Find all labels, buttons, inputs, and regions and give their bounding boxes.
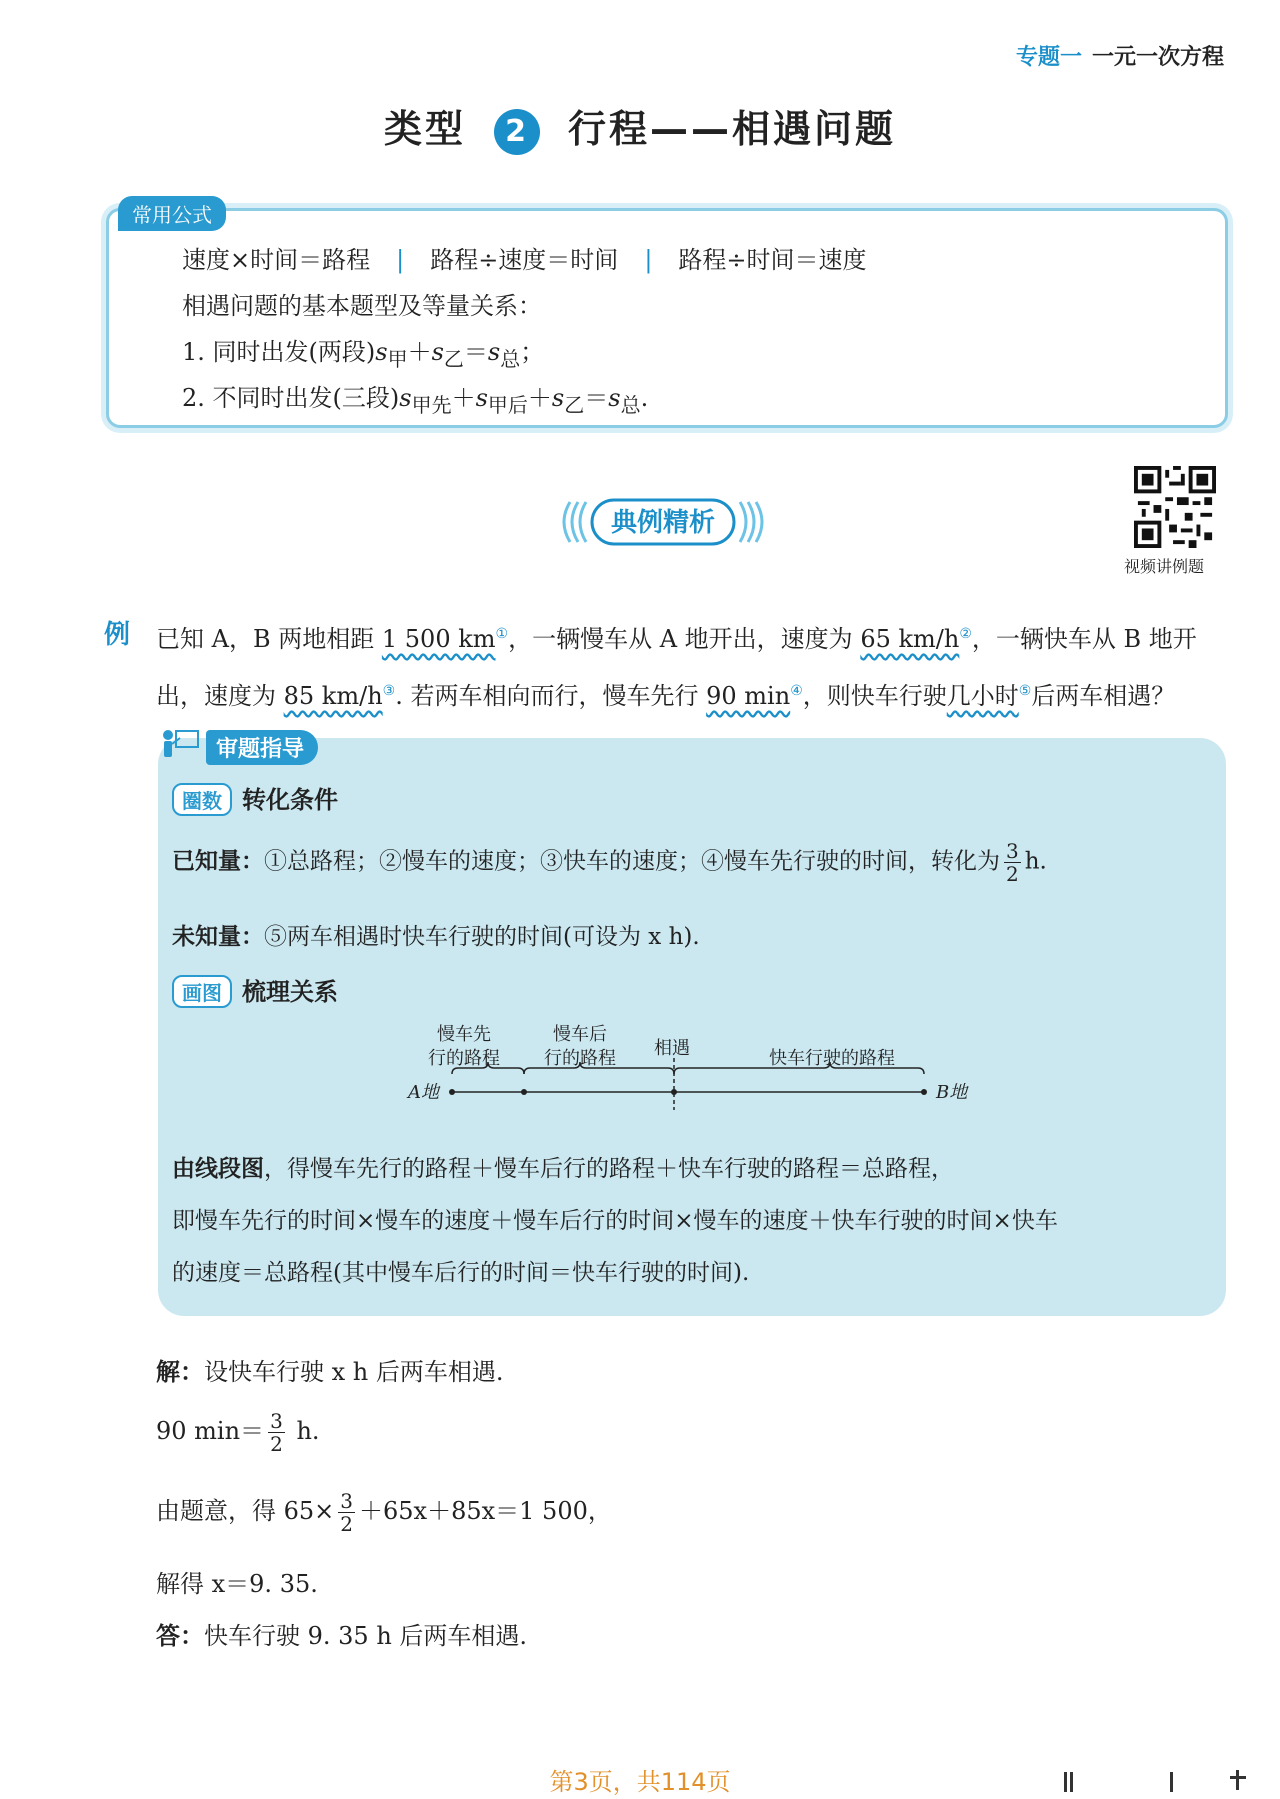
condition-5: 几小时 [946,682,1019,710]
banner-text: 典例精析 [610,508,716,538]
condition-1: 1 500 km [381,625,496,653]
formula-case-1 [182,332,544,372]
point-a-label: A地 [408,1082,439,1103]
seg2-label-line1: 慢车后 [553,1024,607,1045]
reasoning-line-2: 即慢车先行的时间×慢车的速度＋慢车后行的时间×慢车的速度＋快车行驶的时间×快车 [172,1208,1058,1234]
deco-arcs-left [564,502,586,542]
draw-pill: 画图 [172,975,232,1008]
solution-line-3: 由题意，得 65× $\frac{3}{2}$ ＋65x＋85x＝1 500， [156,1489,612,1536]
separator: | [396,246,405,274]
qr-caption: 视频讲例题 [1124,557,1205,576]
reasoning-line-3: 的速度＝总路程(其中慢车后行的时间＝快车行驶的时间). [172,1260,750,1286]
qr-code[interactable] [1134,466,1216,548]
teacher-icon [160,728,200,762]
fraction-3-2: $\frac{3}{2}$ [270,1409,283,1456]
reasoning-line-1: 由线段图，得慢车先行的路程＋慢车后行的路程＋快车行驶的路程＝总路程， [172,1156,954,1182]
point-meet [671,1089,677,1095]
title-prefix: 类型 [383,107,466,151]
fraction-3-2: $\frac{3}{2}$ [340,1489,354,1536]
condition-4: 90 min [706,682,791,710]
subhead-convert: 圈数 转化条件 [172,780,338,816]
unknown-quantity: 未知量：⑤两车相遇时快车行驶的时间(可设为 x h). [172,924,700,950]
example-banner [556,496,770,548]
title-number-badge: 2 [494,109,540,155]
case1-equation: $s_甲+s_乙=s_总$； [375,338,545,371]
page-counter: 第3页，共114页 [549,1768,731,1796]
title-name: 行程——相遇问题 [568,107,897,151]
condition-3: 85 km/h [283,682,383,710]
separator: | [644,246,653,274]
topic-header [1016,40,1224,71]
solution-line-4: 解得 x＝9. 35. [156,1570,318,1598]
condition-2: 65 km/h [860,625,960,653]
formula-tag: 常用公式 [118,196,226,231]
case1-label: 1. 同时出发(两段) [182,338,376,366]
answer-line: 答：快车行驶 9. 35 h 后两车相遇. [156,1622,528,1650]
solution-line-2: 90 min＝ $\frac{3}{2}$ h. [156,1409,320,1456]
meet-label: 相遇 [654,1038,690,1059]
topic-tag: 专题一 [1015,45,1082,70]
formula-3: 路程÷时间＝速度 [678,246,867,274]
formula-1: 速度×时间＝路程 [182,246,371,274]
formula-case-2 [182,378,648,418]
known-quantities: 已知量：①总路程；②慢车的速度；③快车的速度；④慢车先行驶的时间，转化为 $\frac{3}{2}$ h. [172,839,1047,886]
formula-2: 路程÷速度＝时间 [430,246,619,274]
point-a [449,1089,455,1095]
point-mid [521,1089,527,1095]
seg3-label: 快车行驶的路程 [769,1048,895,1069]
formula-intro: 相遇问题的基本题型及等量关系： [182,292,542,320]
segment-diagram [400,1018,1000,1112]
case2-label: 2. 不同时出发(三段) [182,384,400,412]
topic-name: 一元一次方程 [1091,45,1224,70]
page-edge-marks [1060,1768,1260,1794]
page-title [0,98,1280,155]
circle-number-pill: 圈数 [172,783,232,816]
case2-equation: $s_{甲先}+s_{甲后}+s_乙=s_总$. [399,384,649,417]
subhead-diagram: 画图 梳理关系 [172,972,338,1008]
solution-line-1: 解：设快车行驶 x h 后两车相遇. [156,1358,504,1386]
point-b [921,1089,927,1095]
formula-line-1 [182,240,867,275]
point-b-label: B地 [936,1082,968,1103]
example-text: 已知 A，B 两地相距 1 500 km①，一辆慢车从 A 地开出，速度为 65 km/h②，一辆快车从 B 地开出，速度为 85 km/h③. 若两车相向而行，慢车先行 90 min④，则快车行驶几小时⑤后两车相遇？ [156,625,1197,710]
seg2-label-line2: 行的路程 [544,1048,616,1069]
fraction-3-2: $\frac{3}{2}$ [1006,839,1019,886]
seg1-label-line2: 行的路程 [428,1048,500,1069]
guide-tag: 审题指导 [206,730,318,765]
seg1-label-line1: 慢车先 [437,1024,491,1045]
deco-arcs-right [740,502,762,542]
example-label: 例 [104,620,131,650]
